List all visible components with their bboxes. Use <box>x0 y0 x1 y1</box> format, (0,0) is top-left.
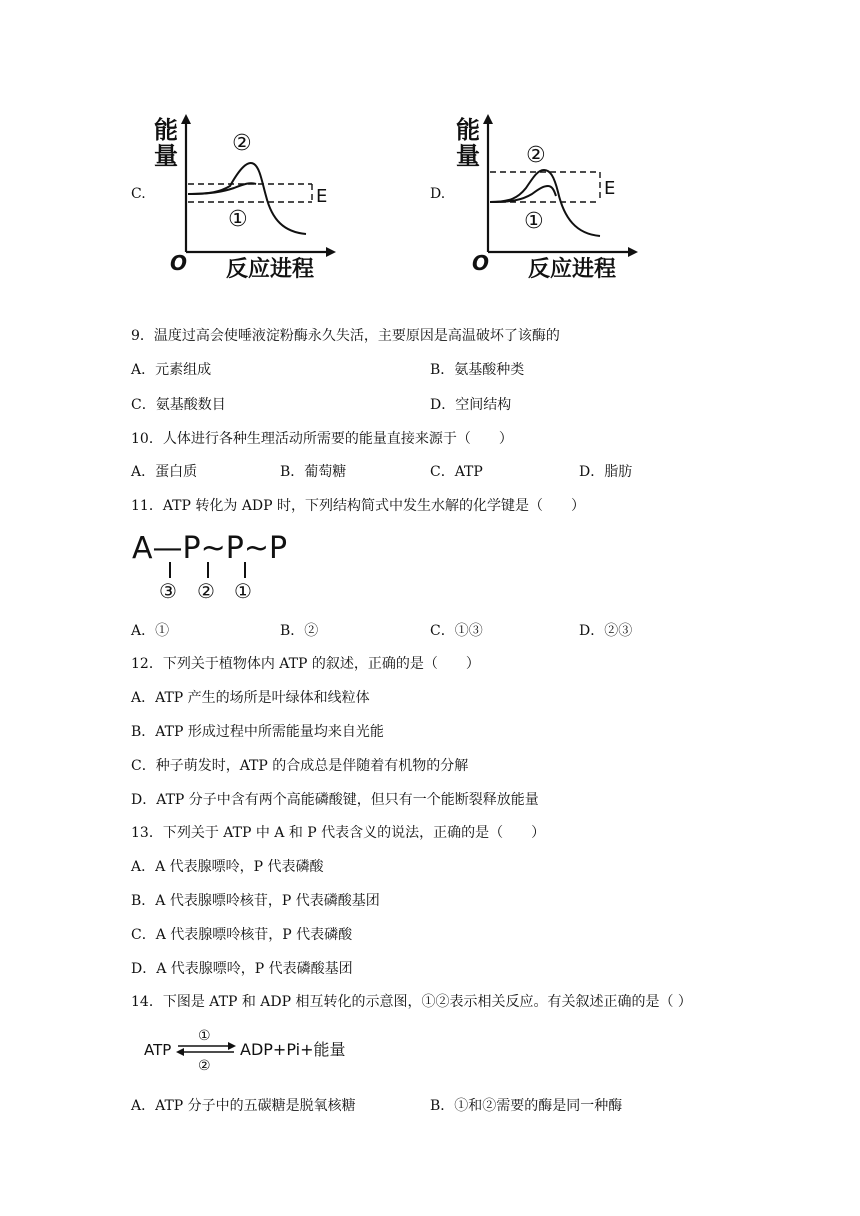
q11-option-b: B．② <box>280 623 319 639</box>
graph-c-origin: O <box>170 251 188 275</box>
q13-option-b: B．A 代表腺嘌呤核苷，P 代表磷酸基团 <box>131 893 380 909</box>
graph-d-origin: O <box>472 251 490 275</box>
graph-d-marker-2: ② <box>526 143 546 168</box>
graph-d-marker-1: ① <box>524 209 544 234</box>
graph-c-xlabel: 反应进程 <box>226 257 315 282</box>
graph-d-curve-1 <box>490 186 556 202</box>
q10-option-d: D．脂肪 <box>579 464 633 480</box>
graph-c-ylabel-2: 量 <box>154 142 178 170</box>
bond-3-marker: ③ <box>159 579 177 603</box>
graph-c-ylabel-1: 能 <box>154 116 178 144</box>
atp-adp-conversion-diagram <box>140 1024 360 1076</box>
graph-d-ylabel-2: 量 <box>456 142 480 170</box>
graph-c-y-arrow <box>181 114 191 124</box>
graph-c-marker-2: ② <box>232 131 252 156</box>
forward-arrow-head <box>228 1042 236 1050</box>
graph-d-x-arrow <box>628 247 638 257</box>
q11-option-d: D．②③ <box>579 623 633 639</box>
graph-d-e-label: E <box>604 178 616 199</box>
q9-option-c: C．氨基酸数目 <box>131 397 226 413</box>
bond-2-marker: ② <box>197 579 215 603</box>
q14-option-a: A．ATP 分子中的五碳糖是脱氧核糖 <box>131 1098 356 1114</box>
graph-c-marker-1: ① <box>228 207 248 232</box>
q10-stem: 10．人体进行各种生理活动所需要的能量直接来源于（ ） <box>131 431 513 447</box>
q12-stem: 12．下列关于植物体内 ATP 的叙述，正确的是（ ） <box>131 656 480 672</box>
atp-formula: A—P~P~P <box>132 531 288 566</box>
adp-pi-energy-label: ADP+Pi+能量 <box>240 1040 346 1059</box>
graph-d <box>452 112 642 284</box>
graph-c-e-label: E <box>316 186 328 207</box>
graph-d-y-arrow <box>483 114 493 124</box>
atp-label: ATP <box>144 1041 172 1059</box>
graph-d-curve-2 <box>490 170 600 236</box>
q12-option-d: D．ATP 分子中含有两个高能磷酸键，但只有一个能断裂释放能量 <box>131 792 539 808</box>
q9-option-b: B．氨基酸种类 <box>430 362 525 378</box>
graph-d-xlabel: 反应进程 <box>528 257 617 282</box>
q11-stem: 11．ATP 转化为 ADP 时，下列结构简式中发生水解的化学键是（ ） <box>131 498 586 514</box>
option-d-label: D. <box>430 186 446 202</box>
atp-structure-diagram <box>128 526 288 604</box>
q14-stem: 14．下图是 ATP 和 ADP 相互转化的示意图，①②表示相关反应。有关叙述正确的是（ ） <box>131 994 692 1010</box>
q12-option-a: A．ATP 产生的场所是叶绿体和线粒体 <box>131 690 370 706</box>
graph-c <box>150 112 340 284</box>
q9-option-a: A．元素组成 <box>131 362 212 378</box>
q9-option-d: D．空间结构 <box>430 397 512 413</box>
q9-stem: 9．温度过高会使唾液淀粉酶永久失活，主要原因是高温破坏了该酶的 <box>131 328 560 344</box>
q10-option-a: A．蛋白质 <box>131 464 198 480</box>
q14-option-b: B．①和②需要的酶是同一种酶 <box>430 1098 623 1114</box>
q13-option-c: C．A 代表腺嘌呤核苷，P 代表磷酸 <box>131 927 353 943</box>
q12-option-c: C．种子萌发时，ATP 的合成总是伴随着有机物的分解 <box>131 758 469 774</box>
q13-stem: 13．下列关于 ATP 中 A 和 P 代表含义的说法，正确的是（ ） <box>131 825 546 841</box>
q10-option-b: B．葡萄糖 <box>280 464 347 480</box>
q13-option-d: D．A 代表腺嘌呤，P 代表磷酸基团 <box>131 961 353 977</box>
reaction-1-marker: ① <box>198 1028 211 1044</box>
q11-option-a: A．① <box>131 623 170 639</box>
reverse-arrow-head <box>176 1048 184 1056</box>
option-c-label: C. <box>131 186 146 202</box>
q10-option-c: C．ATP <box>430 464 483 480</box>
reaction-2-marker: ② <box>198 1058 211 1074</box>
graph-d-ylabel-1: 能 <box>456 116 480 144</box>
graph-c-x-arrow <box>326 247 336 257</box>
bond-1-marker: ① <box>234 579 252 603</box>
q12-option-b: B．ATP 形成过程中所需能量均来自光能 <box>131 724 384 740</box>
q13-option-a: A．A 代表腺嘌呤，P 代表磷酸 <box>131 859 324 875</box>
graph-c-curve-1 <box>188 183 256 194</box>
q11-option-c: C．①③ <box>430 623 483 639</box>
